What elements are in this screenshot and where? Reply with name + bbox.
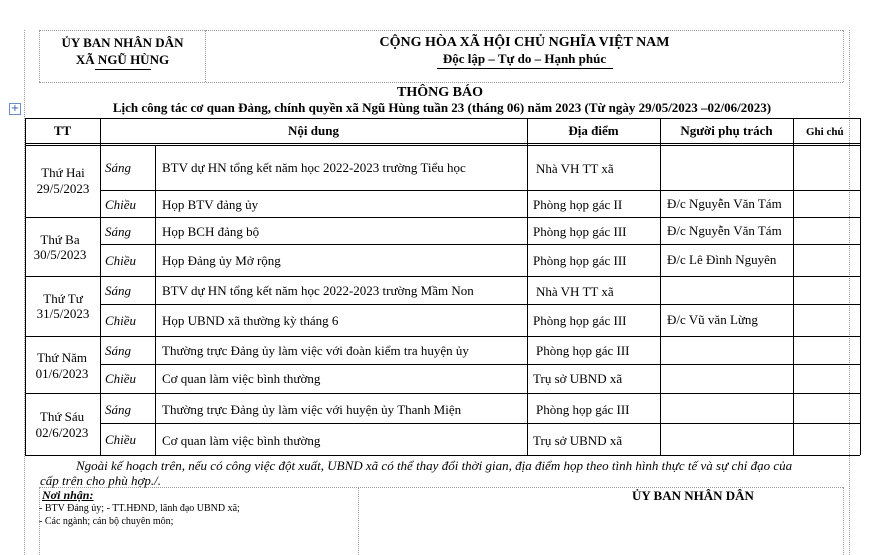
activity-content: Họp BTV đảng ủy (162, 197, 259, 212)
day-date: 02/6/2023 (35, 425, 89, 440)
activity-content: Họp UBND xã thường kỳ tháng 6 (162, 313, 339, 328)
org-underline (95, 69, 151, 70)
row-separator (100, 304, 860, 305)
day-name: Thứ Hai (41, 165, 85, 180)
activity-person: Đ/c Vũ văn Lừng (667, 312, 758, 327)
activity-content: Họp Đảng ủy Mở rộng (162, 253, 281, 268)
recipient-line: - BTV Đảng ủy; - TT.HĐND, lãnh đạo UBND xã; (39, 503, 240, 514)
activity-location: Phòng họp gác III (533, 253, 627, 268)
footer-note-line1: Ngoài kế hoạch trên, nếu có công việc đột xuất, UBND xã có thể thay đổi thời gian, địa điểm họp theo tình hình thực tế và sự chỉ đạo của (76, 458, 793, 473)
col-separator (793, 118, 794, 455)
activity-location: Phòng họp gác II (533, 197, 623, 212)
table-border-left (25, 118, 26, 455)
activity-location: Trụ sở UBND xã (533, 371, 623, 386)
header-cell-guide (39, 30, 843, 31)
table-border-right (860, 118, 861, 455)
header-tt: TT (53, 123, 72, 138)
session-label: Sáng (105, 224, 131, 239)
activity-content: Họp BCH đảng bộ (162, 224, 260, 239)
header-person: Người phụ trách (680, 123, 773, 138)
commune-name: XÃ NGŨ HÙNG (75, 52, 170, 67)
nation-motto: Độc lập – Tự do – Hạnh phúc (442, 51, 607, 66)
day-separator (25, 393, 860, 394)
activity-location: Phòng họp gác III (536, 343, 630, 358)
motto-underline (437, 68, 613, 69)
activity-location: Phòng họp gác III (533, 224, 627, 239)
activity-content: Thường trực Đảng ủy làm việc với đoàn kiểm tra huyện ủy (162, 343, 469, 358)
header-note: Ghi chú (806, 126, 844, 138)
notice-title: THÔNG BÁO (397, 85, 483, 100)
row-separator (100, 190, 860, 191)
table-border-bottom (25, 455, 860, 456)
day-separator (25, 336, 860, 337)
table-border-top (25, 118, 860, 119)
col-separator (100, 118, 101, 455)
activity-location: Nhà VH TT xã (536, 284, 614, 299)
table-header-separator (25, 143, 860, 146)
day-separator (25, 217, 860, 218)
activity-person: Đ/c Lê Đình Nguyên (667, 252, 777, 267)
row-separator (100, 364, 860, 365)
col-separator (660, 118, 661, 455)
signature-org: ỦY BAN NHÂN DÂN (632, 488, 754, 503)
header-cell-guide (843, 30, 844, 82)
activity-location: Trụ sở UBND xã (533, 433, 623, 448)
header-content: Nội dung (288, 123, 339, 138)
activity-person: Đ/c Nguyễn Văn Tám (667, 223, 782, 238)
day-date: 31/5/2023 (36, 306, 90, 321)
activity-content: Cơ quan làm việc bình thường (162, 433, 321, 448)
day-date: 29/5/2023 (36, 181, 90, 196)
day-name: Thứ Ba (40, 232, 80, 247)
day-date: 01/6/2023 (35, 366, 89, 381)
activity-content: Cơ quan làm việc bình thường (162, 371, 321, 386)
recipients-title: Nơi nhận: (42, 488, 94, 502)
activity-content: BTV dự HN tổng kết năm học 2022-2023 trường Tiểu học (162, 160, 466, 175)
activity-person: Đ/c Nguyễn Văn Tám (667, 196, 782, 211)
row-separator (100, 244, 860, 245)
session-label: Sáng (105, 283, 131, 298)
activity-location: Phòng họp gác III (536, 402, 630, 417)
day-separator (25, 276, 860, 277)
header-cell-guide (39, 82, 843, 83)
session-label: Sáng (105, 402, 131, 417)
header-location: Địa điểm (568, 123, 619, 138)
notice-subtitle: Lịch công tác cơ quan Đảng, chính quyền xã Ngũ Hùng tuần 23 (tháng 06) năm 2023 (Từ ngày 29/05/2023 –02/06/2023) (112, 100, 772, 115)
footer-cell-guide (358, 487, 359, 555)
activity-content: Thường trực Đảng ủy làm việc với huyện ủy Thanh Miện (162, 402, 462, 417)
day-name: Thứ Năm (36, 350, 87, 365)
col-separator (155, 146, 156, 455)
table-move-handle-icon[interactable]: + (10, 103, 20, 114)
session-label: Sáng (105, 343, 131, 358)
recipient-line: - Các ngành; cán bộ chuyên môn; (39, 516, 174, 527)
session-label: Chiều (105, 432, 137, 447)
col-separator (527, 118, 528, 455)
session-label: Chiều (105, 313, 137, 328)
activity-content: BTV dự HN tổng kết năm học 2022-2023 trường Mầm Non (162, 283, 474, 298)
row-separator (100, 423, 860, 424)
session-label: Chiều (105, 197, 137, 212)
activity-location: Nhà VH TT xã (536, 161, 614, 176)
session-label: Chiều (105, 371, 137, 386)
day-name: Thứ Tư (43, 291, 83, 306)
day-date: 30/5/2023 (33, 247, 87, 262)
session-label: Chiều (105, 253, 137, 268)
footer-cell-guide (843, 487, 844, 555)
activity-location: Phòng họp gác III (533, 313, 627, 328)
nation-title: CỘNG HÒA XÃ HỘI CHỦ NGHĨA VIỆT NAM (379, 35, 670, 50)
session-label: Sáng (105, 160, 131, 175)
footer-note-line2: cấp trên cho phù hợp./. (40, 473, 162, 488)
org-name: ỦY BAN NHÂN DÂN (61, 35, 184, 50)
day-name: Thứ Sáu (39, 409, 85, 424)
